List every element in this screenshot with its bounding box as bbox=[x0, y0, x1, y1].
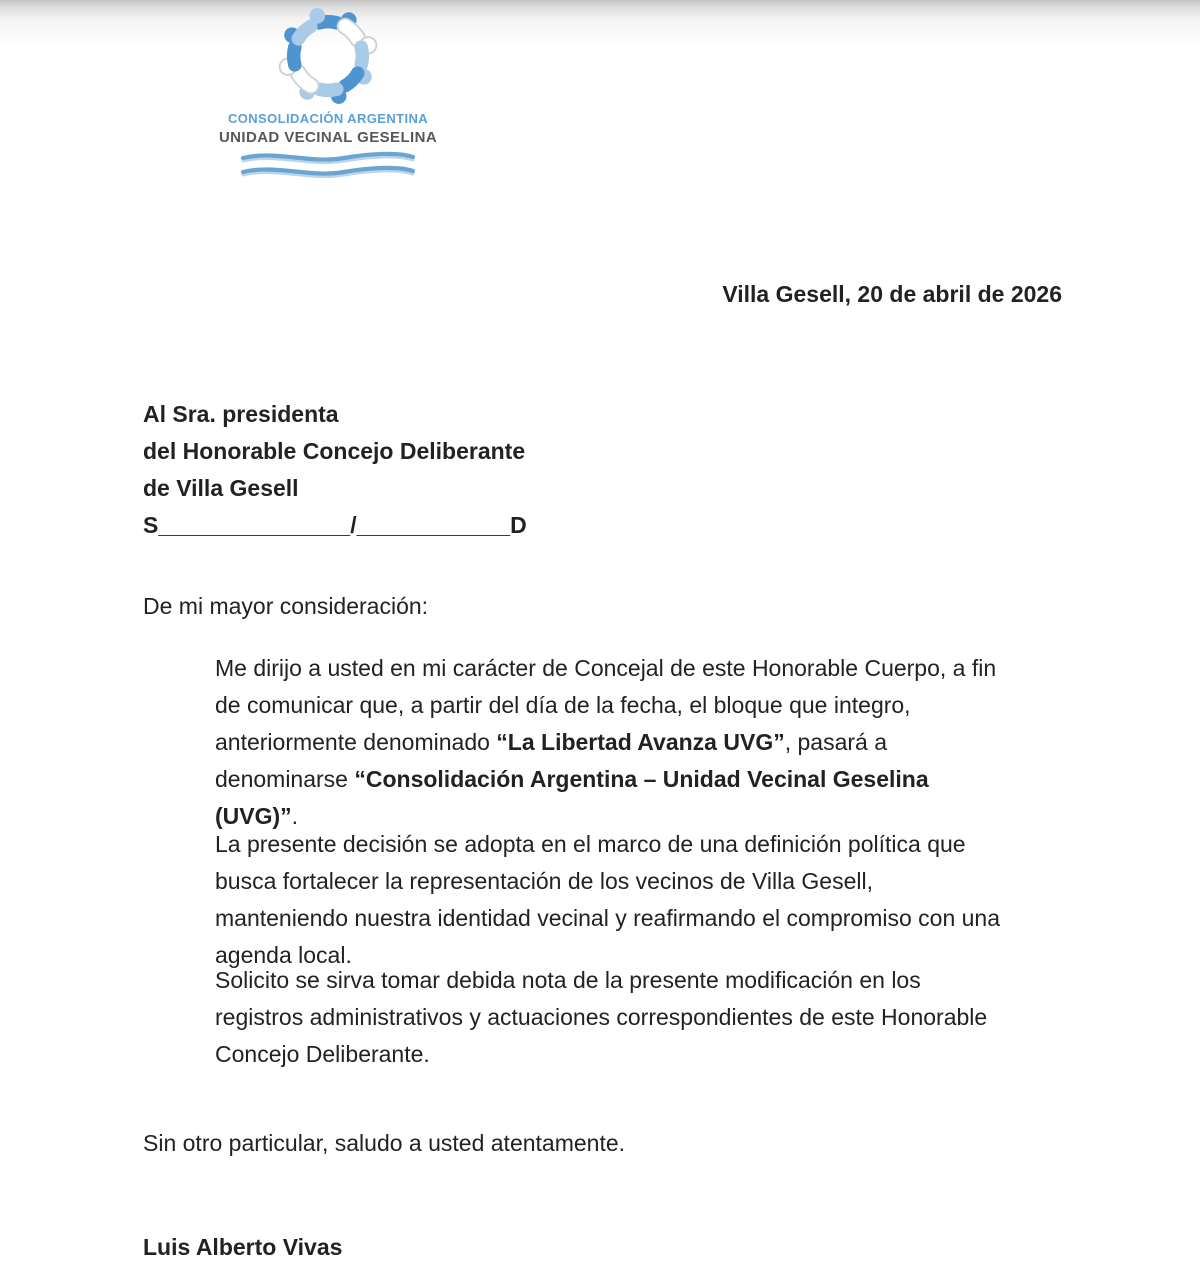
recipient-line: Al Sra. presidenta bbox=[143, 401, 339, 427]
recipient-line: de Villa Gesell bbox=[143, 475, 299, 501]
body-paragraph-3: Solicito se sirva tomar debida nota de la presente modificación en los registros administrativos y actuaciones correspondientes de este Honorable Concejo Deliberante. bbox=[215, 967, 988, 1067]
page-top-shadow bbox=[0, 0, 1200, 46]
recipient-block bbox=[143, 396, 527, 544]
signature-name: Luis Alberto Vivas bbox=[143, 1234, 343, 1260]
org-logo-icon bbox=[274, 4, 382, 108]
org-name: CONSOLIDACIÓN ARGENTINA bbox=[227, 111, 429, 126]
salutation: De mi mayor consideración: bbox=[143, 593, 429, 619]
date-line: Villa Gesell, 20 de abril de 2026 bbox=[722, 281, 1062, 307]
closing-line: Sin otro particular, saludo a usted atentamente. bbox=[143, 1130, 626, 1156]
recipient-line: del Honorable Concejo Deliberante bbox=[143, 438, 526, 464]
letterhead bbox=[193, 4, 463, 193]
org-subname: UNIDAD VECINAL GESELINA bbox=[218, 129, 438, 146]
body-paragraph-2: La presente decisión se adopta en el marco de una definición política que busca fortalecer la representación de los vecinos de Villa Gesell, manteniendo nuestra identidad vecinal y reafirmando el compromiso con una agenda local. bbox=[215, 831, 1001, 968]
recipient-sd-line: S_______________/____________D bbox=[143, 512, 527, 538]
wave-lines-icon bbox=[238, 148, 418, 188]
body-paragraph-1: Me dirijo a usted en mi carácter de Concejal de este Honorable Cuerpo, a fin de comunicar que, a partir del día de la fecha, el bloque que integro, anteriormente denominado “La Libertad Avanza UVG”, pasará a denominarse “Consolidación Argentina – Unidad Vecinal Geselina (UVG)”. bbox=[215, 655, 997, 829]
